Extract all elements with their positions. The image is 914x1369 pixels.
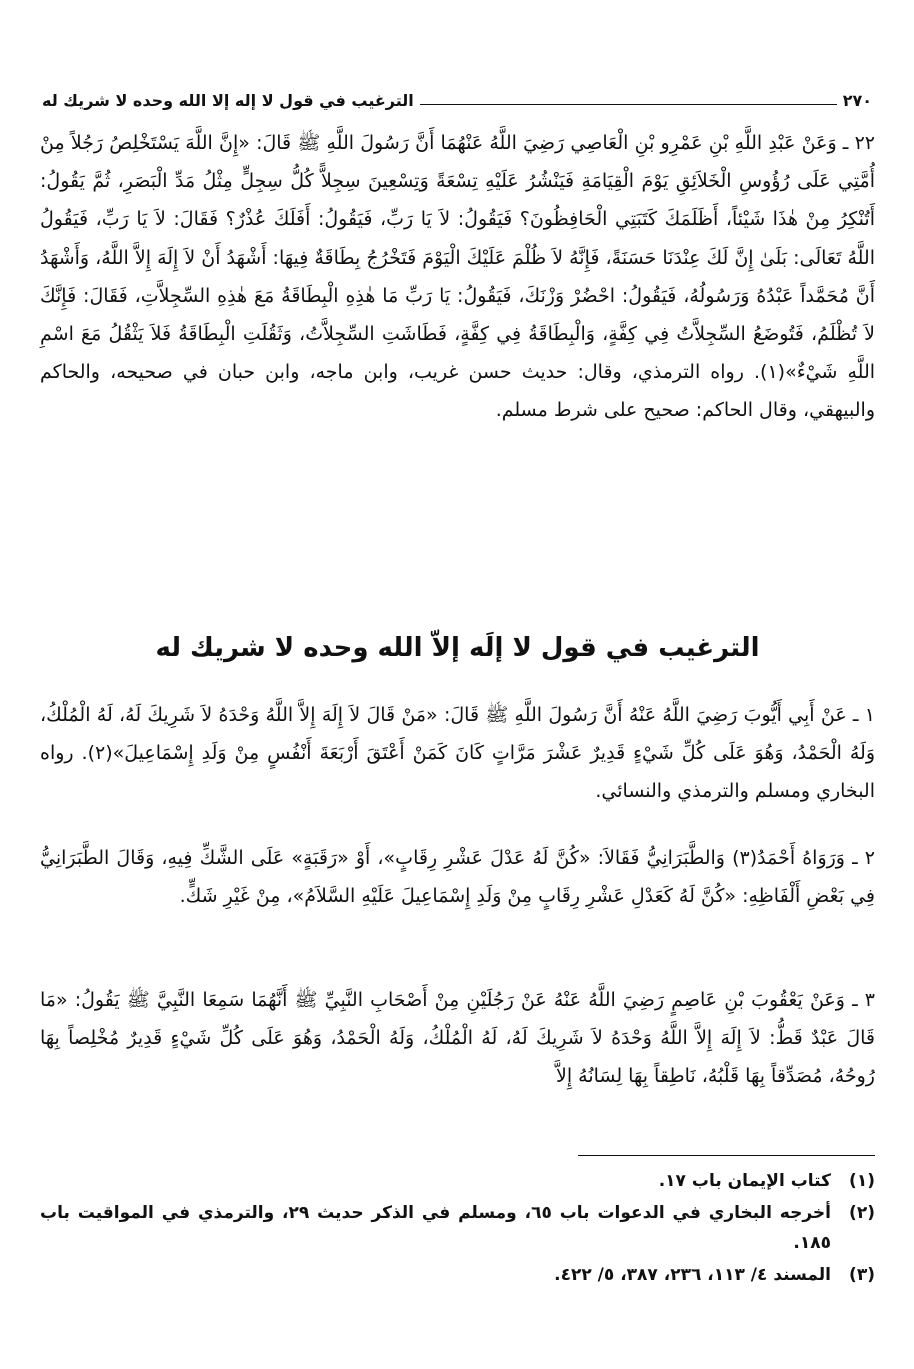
footnotes [40, 1166, 875, 1292]
header-rule [420, 104, 837, 105]
footnote-text: أخرجه البخاري في الدعوات باب ٦٥، ومسلم في الذكر حديث ٢٩، والترمذي في المواقيت باب ١٨٥. [40, 1203, 831, 1253]
footnote-item [40, 1166, 875, 1196]
section-title: الترغيب في قول لا إلَه إلاّ الله وحده لا شريك له [155, 633, 760, 663]
footnote-item [40, 1260, 875, 1290]
hadith-3-paragraph: ٣ ـ وَعَنْ يَعْقُوبَ بْنِ عَاصِمٍ رَضِيَ اللَّهُ عَنْهُ عَنْ رَجُلَيْنِ مِنْ أَصْحَابِ النَّبِيِّ ﷺ أَنَّهُمَا سَمِعَا النَّبِيَّ ﷺ يَقُولُ: «مَا قَالَ عَبْدٌ قَطُّ: لاَ إِلَهَ إِلاَّ اللَّهُ وَحْدَهُ لاَ شَرِيكَ لَهُ، لَهُ الْمُلْكُ، وَلَهُ الْحَمْدُ، وَهُوَ عَلَى كُلِّ شَيْءٍ قَدِيرٌ مُخْلِصاً بِهَا رُوحُهُ، مُصَدِّقاً بِهَا قَلْبُهُ، نَاطِقاً بِهَا لِسَانُهُ إِلاَّ [40, 989, 875, 1088]
page-number: ٢٧٠ [842, 91, 872, 110]
footnote-separator [578, 1155, 875, 1156]
running-header [42, 86, 872, 110]
hadith-2-paragraph: ٢ ـ وَرَوَاهُ أَحْمَدُ(٣) وَالطَّبَرَانِيُّ فَقَالاَ: «كُنَّ لَهُ عَدْلَ عَشْرِ رِقَابٍ»، أَوْ «رَقَبَةٍ» عَلَى الشَّكِّ فِيهِ، وَقَالَ الطَّبَرَانِيُّ فِي بَعْضِ أَلْفَاظِهِ: «كُنَّ لَهُ كَعَدْلِ عَشْرِ رِقَابٍ مِنْ وَلَدِ إِسْمَاعِيلَ عَلَيْهِ السَّلاَمُ»، مِنْ غَيْرِ شَكٍّ. [40, 847, 875, 908]
hadith-22-paragraph: ٢٢ ـ وَعَنْ عَبْدِ اللَّهِ بْنِ عَمْرِو بْنِ الْعَاصِي رَضِيَ اللَّهُ عَنْهُمَا أَنَّ رَسُولَ اللَّهِ ﷺ قَالَ: «إِنَّ اللَّهَ يَسْتَخْلِصُ رَجُلاً مِنْ أُمَّتِي عَلَى رُؤُوسِ الْخَلاَئِقِ يَوْمَ الْقِيَامَةِ فَيَنْشُرُ عَلَيْهِ تِسْعَةً وَتِسْعِينَ سِجِلاًّ كُلُّ سِجِلٍّ مِثْلُ مَدِّ الْبَصَرِ، ثُمَّ يَقُولُ: أَتُنْكِرُ مِنْ هٰذَا شَيْئاً، أَظَلَمَكَ كَتَبَتِي الْحَافِظُونَ؟ فَيَقُولُ: لاَ يَا رَبِّ، فَيَقُولُ: أَفَلَكَ عُذْرٌ؟ فَقَالَ: لاَ يَا رَبِّ، فَيَقُولُ اللَّهُ تَعَالَى: بَلَىٰ إِنَّ لَكَ عِنْدَنَا حَسَنَةً، فَإِنَّهُ لاَ ظُلْمَ عَلَيْكَ الْيَوْمَ فَتَخْرُجُ بِطَاقَةٌ فِيهَا: أَشْهَدُ أَنْ لاَ إِلَهَ إِلاَّ اللَّهُ، وَأَشْهَدُ أَنَّ مُحَمَّداً عَبْدُهُ وَرَسُولُهُ، فَيَقُولُ: احْضُرْ وَزْنَكَ، فَيَقُولُ: يَا رَبِّ مَا هٰذِهِ الْبِطَاقَةُ مَعَ هٰذِهِ السِّجِلاَّتِ، فَقَالَ: فَإِنَّكَ لاَ تُظْلَمُ، فَتُوضَعُ السِّجِلاَّتُ فِي كِفَّةٍ، وَالْبِطَاقَةُ فِي كِفَّةٍ، فَطَاشَتِ السِّجِلاَّتُ، وَثَقُلَتِ الْبِطَاقَةُ فَلاَ يَثْقُلُ مَعَ اسْمِ اللَّهِ شَيْءٌ»(١). رواه الترمذي، وقال: حديث حسن غريب، وابن ماجه، وابن حبان في صحيحه، والحاكم والبيهقي، وقال الحاكم: صحيح على شرط مسلم. [40, 132, 876, 422]
footnote-number: (١) [849, 1171, 875, 1191]
footnote-item [40, 1198, 875, 1258]
footnote-number: (٢) [849, 1203, 875, 1223]
footnote-number: (٣) [849, 1265, 875, 1285]
footnote-text: كتاب الإيمان باب ١٧. [658, 1171, 831, 1191]
hadith-1-paragraph: ١ ـ عَنْ أَبِي أَيُّوبَ رَضِيَ اللَّهُ عَنْهُ أَنَّ رَسُولَ اللَّهِ ﷺ قَالَ: «مَنْ قَالَ لاَ إِلَهَ إِلاَّ اللَّهُ وَحْدَهُ لاَ شَرِيكَ لَهُ، لَهُ الْمُلْكُ، وَلَهُ الْحَمْدُ، وَهُوَ عَلَى كُلِّ شَيْءٍ قَدِيرٌ عَشْرَ مَرَّاتٍ كَانَ كَمَنْ أَعْتَقَ أَرْبَعَةَ أَنْفُسٍ مِنْ وَلَدِ إِسْمَاعِيلَ»(٢). رواه البخاري ومسلم والترمذي والنسائي. [40, 704, 876, 803]
footnote-text: المسند ٤/ ١١٣، ٢٣٦، ٣٨٧، ٥/ ٤٢٢. [554, 1265, 831, 1285]
header-title: الترغيب في قول لا إله إلا الله وحده لا شريك له [42, 91, 414, 110]
